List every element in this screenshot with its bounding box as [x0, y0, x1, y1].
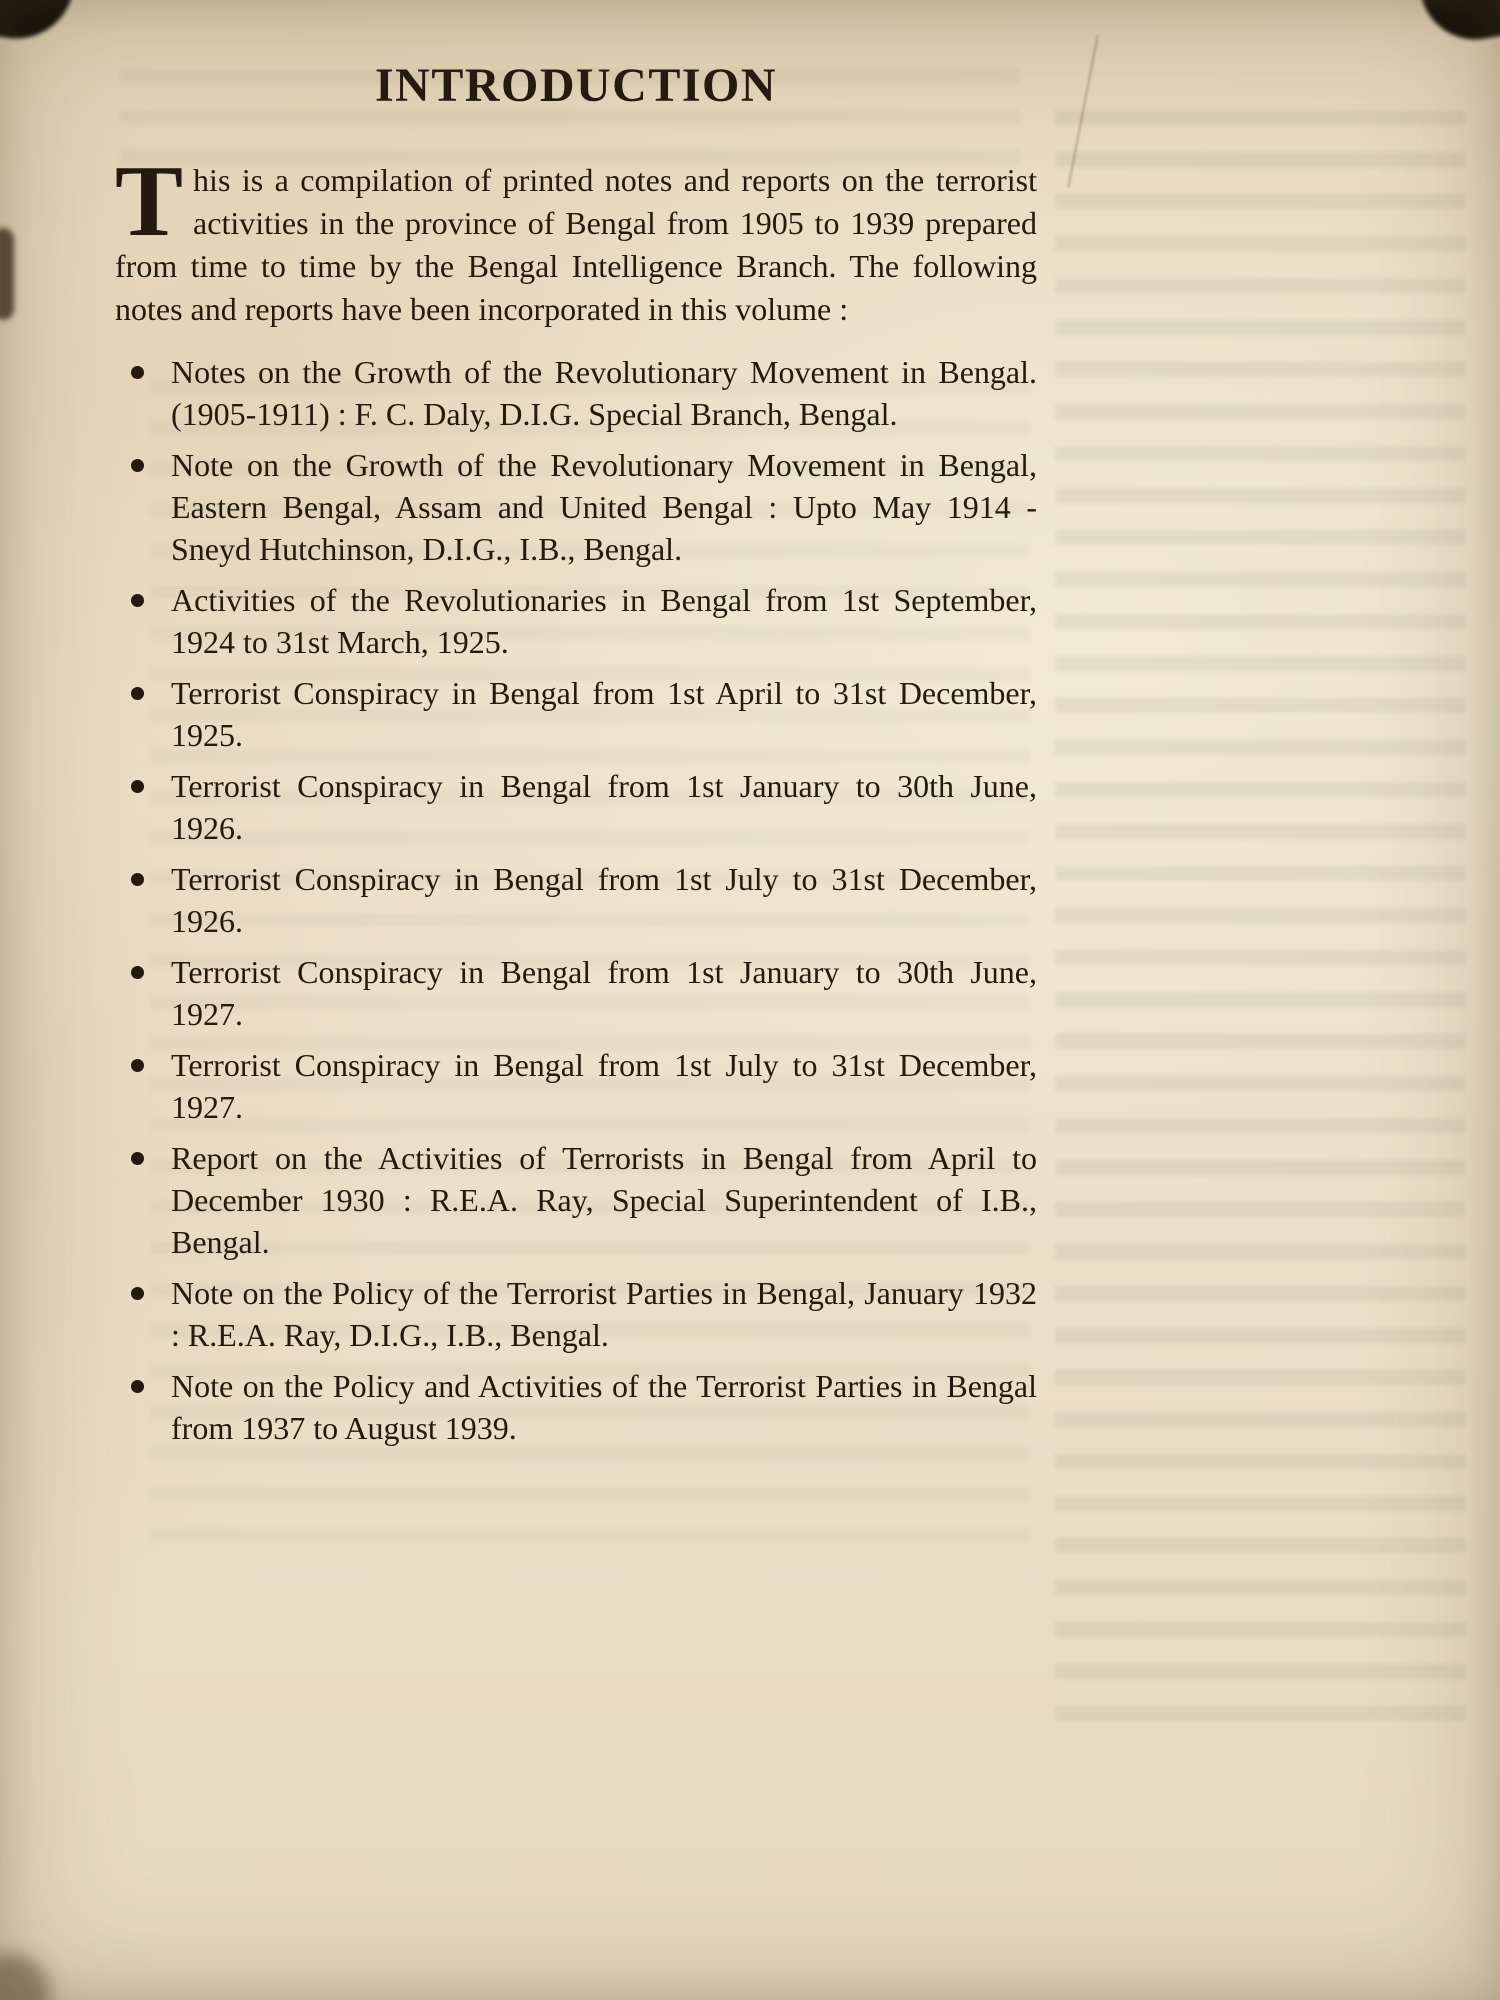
bullet-icon: [131, 1380, 144, 1393]
report-list-item-text: Terrorist Conspiracy in Bengal from 1st January to 30th June, 1926.: [171, 768, 1037, 846]
report-list-item: [115, 1272, 1037, 1356]
report-list-item-text: Report on the Activities of Terrorists in Bengal from April to December 1930 : R.E.A. Ray, Special Superintendent of I.B., Bengal.: [171, 1140, 1037, 1260]
report-list-item: [115, 579, 1037, 663]
report-list-item-text: Terrorist Conspiracy in Bengal from 1st January to 30th June, 1927.: [171, 954, 1037, 1032]
page-body: [115, 58, 1037, 1458]
bullet-icon: [131, 1059, 144, 1072]
report-list-item-text: Note on the Growth of the Revolutionary Movement in Bengal, Eastern Bengal, Assam and United Bengal : Upto May 1914 - Sneyd Hutchinson, D.I.G., I.B., Bengal.: [171, 447, 1037, 567]
report-list-item-text: Note on the Policy of the Terrorist Parties in Bengal, January 1932 : R.E.A. Ray, D.I.G., I.B., Bengal.: [171, 1275, 1037, 1353]
bullet-icon: [131, 873, 144, 886]
report-list: [115, 351, 1037, 1449]
bullet-icon: [131, 1287, 144, 1300]
bullet-icon: [131, 366, 144, 379]
report-list-item: [115, 765, 1037, 849]
report-list-item: [115, 672, 1037, 756]
scan-corner-artifact: [0, 1954, 50, 2000]
report-list-item: [115, 858, 1037, 942]
report-list-item-text: Notes on the Growth of the Revolutionary Movement in Bengal. (1905-1911) : F. C. Daly, D.I.G. Special Branch, Bengal.: [171, 354, 1037, 432]
bullet-icon: [131, 1152, 144, 1165]
bullet-icon: [131, 780, 144, 793]
scan-edge-artifact: [0, 228, 14, 320]
report-list-item: [115, 951, 1037, 1035]
report-list-item: [115, 1137, 1037, 1263]
bullet-icon: [131, 966, 144, 979]
report-list-item-text: Note on the Policy and Activities of the Terrorist Parties in Bengal from 1937 to August 1939.: [171, 1368, 1037, 1446]
bleedthrough-artifact: [1055, 110, 1465, 1730]
page-title: INTRODUCTION: [374, 59, 778, 112]
drop-cap: T: [115, 145, 184, 258]
bullet-icon: [131, 594, 144, 607]
intro-paragraph: [115, 145, 1037, 331]
scan-corner-artifact: [0, 0, 74, 47]
page-crease-artifact: [1067, 35, 1099, 188]
bullet-icon: [131, 687, 144, 700]
report-list-item-text: Terrorist Conspiracy in Bengal from 1st July to 31st December, 1926.: [171, 861, 1037, 939]
intro-paragraph-text: his is a compilation of printed notes and reports on the terrorist activities in the province of Bengal from 1905 to 1939 prepared from time to time by the Bengal Intelligence Branch. The following notes and reports have been incorporated in this volume :: [115, 162, 1037, 327]
report-list-item: [115, 351, 1037, 435]
report-list-item: [115, 1044, 1037, 1128]
report-list-item-text: Terrorist Conspiracy in Bengal from 1st July to 31st December, 1927.: [171, 1047, 1037, 1125]
report-list-item: [115, 1365, 1037, 1449]
report-list-item-text: Terrorist Conspiracy in Bengal from 1st April to 31st December, 1925.: [171, 675, 1037, 753]
bullet-icon: [131, 459, 144, 472]
report-list-item: [115, 444, 1037, 570]
report-list-item-text: Activities of the Revolutionaries in Bengal from 1st September, 1924 to 31st March, 1925.: [171, 582, 1037, 660]
scan-corner-artifact: [1419, 0, 1500, 48]
